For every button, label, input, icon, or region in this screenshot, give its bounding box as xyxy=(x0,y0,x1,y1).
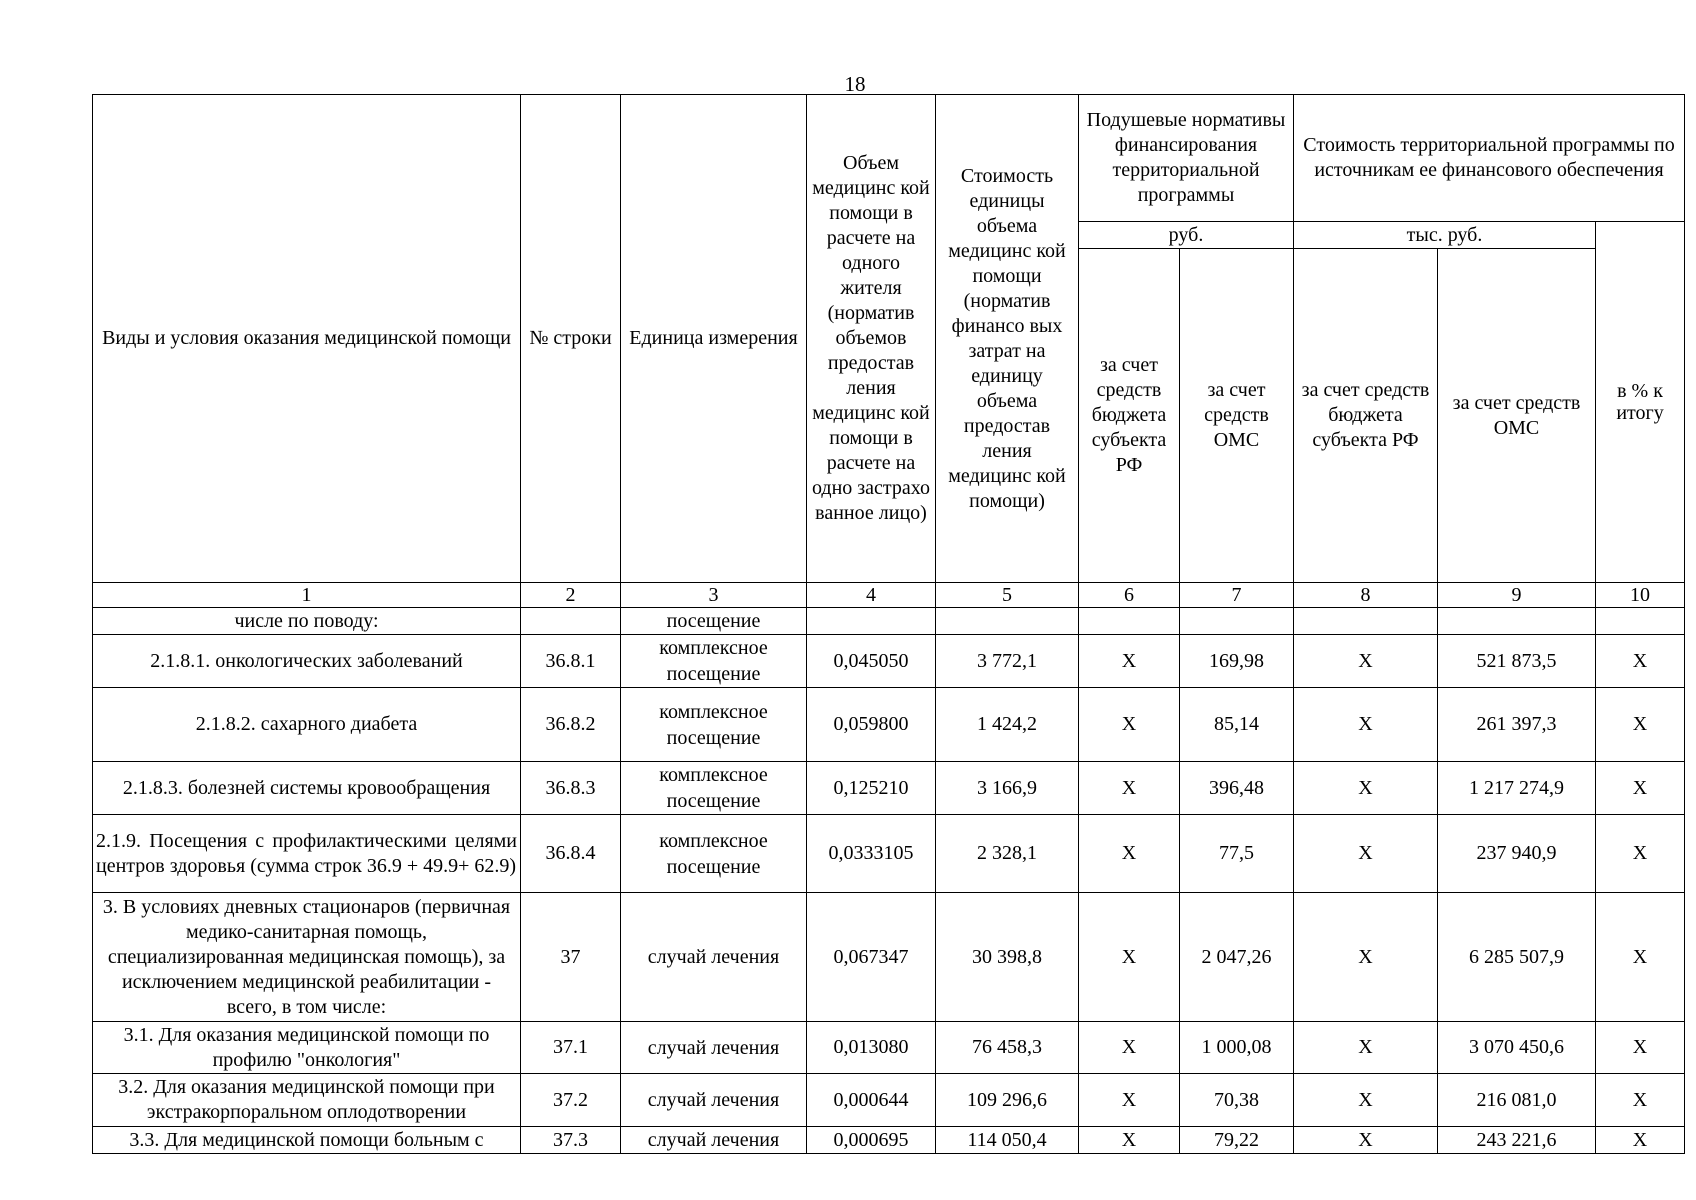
table-row xyxy=(93,893,1685,1022)
header-unit-rub: руб. xyxy=(1079,222,1294,249)
row-line-number: 36.8.4 xyxy=(521,815,621,893)
header-unit-thousand-rub: тыс. руб. xyxy=(1294,222,1596,249)
row-line-number xyxy=(521,608,621,635)
row-unit: комплексное посещение xyxy=(621,688,807,762)
column-numbers-row xyxy=(93,583,1685,608)
row-oms-total: 1 217 274,9 xyxy=(1438,762,1596,815)
row-budget-norm: X xyxy=(1079,1127,1180,1154)
row-budget-total: X xyxy=(1294,1074,1438,1127)
row-percent: X xyxy=(1596,815,1685,893)
row-line-number: 36.8.3 xyxy=(521,762,621,815)
row-percent: X xyxy=(1596,762,1685,815)
table-row xyxy=(93,1022,1685,1074)
table-row xyxy=(93,1127,1685,1154)
column-number: 10 xyxy=(1596,583,1685,608)
row-budget-total: X xyxy=(1294,815,1438,893)
table-row xyxy=(93,762,1685,815)
row-cost: 3 166,9 xyxy=(936,762,1079,815)
row-volume: 0,125210 xyxy=(807,762,936,815)
row-percent: X xyxy=(1596,635,1685,688)
row-percent: X xyxy=(1596,688,1685,762)
row-volume: 0,000695 xyxy=(807,1127,936,1154)
row-name: 3. В условиях дневных стационаров (первичная медико-санитарная помощь, специализированная медицинская помощь), за исключением медицинской реабилитации - всего, в том числе: xyxy=(93,893,521,1022)
row-budget-norm: X xyxy=(1079,762,1180,815)
header-percent-of-total: в % к итогу xyxy=(1596,222,1685,583)
row-line-number: 36.8.1 xyxy=(521,635,621,688)
row-budget-norm: X xyxy=(1079,815,1180,893)
row-oms-total: 216 081,0 xyxy=(1438,1074,1596,1127)
row-oms-total: 521 873,5 xyxy=(1438,635,1596,688)
row-name: 2.1.9. Посещения с профилактическими целями центров здоровья (сумма строк 36.9 + 49.9+ 62.9) xyxy=(93,815,521,893)
row-budget-total: X xyxy=(1294,893,1438,1022)
row-oms-total: 3 070 450,6 xyxy=(1438,1022,1596,1074)
row-line-number: 37.1 xyxy=(521,1022,621,1074)
row-line-number: 37.3 xyxy=(521,1127,621,1154)
row-oms-norm: 79,22 xyxy=(1180,1127,1294,1154)
row-percent: X xyxy=(1596,1074,1685,1127)
row-oms-norm: 396,48 xyxy=(1180,762,1294,815)
row-oms-norm: 169,98 xyxy=(1180,635,1294,688)
row-unit: случай лечения xyxy=(621,1074,807,1127)
column-number: 3 xyxy=(621,583,807,608)
row-budget-norm: X xyxy=(1079,635,1180,688)
row-oms-norm xyxy=(1180,608,1294,635)
row-name: 3.2. Для оказания медицинской помощи при экстракорпоральном оплодотворении xyxy=(93,1074,521,1127)
row-budget-norm: X xyxy=(1079,1022,1180,1074)
column-number: 6 xyxy=(1079,583,1180,608)
row-oms-norm: 1 000,08 xyxy=(1180,1022,1294,1074)
column-number: 4 xyxy=(807,583,936,608)
header-line-number: № строки xyxy=(521,95,621,583)
row-budget-total: X xyxy=(1294,1022,1438,1074)
row-percent: X xyxy=(1596,1127,1685,1154)
row-cost: 76 458,3 xyxy=(936,1022,1079,1074)
column-number: 5 xyxy=(936,583,1079,608)
row-unit: комплексное посещение xyxy=(621,815,807,893)
row-percent: X xyxy=(1596,1022,1685,1074)
row-volume: 0,000644 xyxy=(807,1074,936,1127)
row-cost: 30 398,8 xyxy=(936,893,1079,1022)
row-percent: X xyxy=(1596,893,1685,1022)
header-budget-cost: за счет средств бюджета субъекта РФ xyxy=(1294,249,1438,583)
row-volume: 0,059800 xyxy=(807,688,936,762)
table-row xyxy=(93,815,1685,893)
row-budget-total xyxy=(1294,608,1438,635)
column-number: 9 xyxy=(1438,583,1596,608)
header-services-and-conditions: Виды и условия оказания медицинской помощи xyxy=(93,95,521,583)
table-row xyxy=(93,1074,1685,1127)
row-budget-total: X xyxy=(1294,635,1438,688)
row-budget-norm: X xyxy=(1079,1074,1180,1127)
header-program-cost: Стоимость территориальной программы по источникам ее финансового обеспечения xyxy=(1294,95,1685,222)
table-row xyxy=(93,608,1685,635)
header-volume-per-capita: Объем медицинс кой помощи в расчете на одного жителя (норматив объемов предостав ления медицинс кой помощи в расчете на одно застрахо ванное лицо) xyxy=(807,95,936,583)
column-number: 7 xyxy=(1180,583,1294,608)
row-oms-norm: 2 047,26 xyxy=(1180,893,1294,1022)
row-volume: 0,0333105 xyxy=(807,815,936,893)
row-oms-norm: 85,14 xyxy=(1180,688,1294,762)
header-per-capita-standards: Подушевые нормативы финансирования территориальной программы xyxy=(1079,95,1294,222)
row-name: числе по поводу: xyxy=(93,608,521,635)
row-line-number: 36.8.2 xyxy=(521,688,621,762)
row-cost xyxy=(936,608,1079,635)
table-row xyxy=(93,688,1685,762)
row-budget-total: X xyxy=(1294,1127,1438,1154)
row-unit: случай лечения xyxy=(621,1022,807,1074)
row-name: 3.3. Для медицинской помощи больным с xyxy=(93,1127,521,1154)
row-unit: случай лечения xyxy=(621,1127,807,1154)
row-cost: 109 296,6 xyxy=(936,1074,1079,1127)
header-oms-per-capita: за счет средств ОМС xyxy=(1180,249,1294,583)
row-cost: 114 050,4 xyxy=(936,1127,1079,1154)
row-budget-norm xyxy=(1079,608,1180,635)
table-row xyxy=(93,635,1685,688)
row-name: 2.1.8.3. болезней системы кровообращения xyxy=(93,762,521,815)
header-unit-cost: Стоимость единицы объема медицинс кой помощи (норматив финансо вых затрат на единицу объема предостав ления медицинс кой помощи) xyxy=(936,95,1079,583)
row-oms-norm: 70,38 xyxy=(1180,1074,1294,1127)
row-volume: 0,013080 xyxy=(807,1022,936,1074)
column-number: 1 xyxy=(93,583,521,608)
row-oms-total: 6 285 507,9 xyxy=(1438,893,1596,1022)
row-cost: 1 424,2 xyxy=(936,688,1079,762)
row-percent xyxy=(1596,608,1685,635)
row-oms-total xyxy=(1438,608,1596,635)
row-name: 2.1.8.1. онкологических заболеваний xyxy=(93,635,521,688)
header-oms-cost: за счет средств ОМС xyxy=(1438,249,1596,583)
row-line-number: 37.2 xyxy=(521,1074,621,1127)
row-oms-total: 261 397,3 xyxy=(1438,688,1596,762)
row-name: 3.1. Для оказания медицинской помощи по профилю "онкология" xyxy=(93,1022,521,1074)
row-budget-norm: X xyxy=(1079,893,1180,1022)
row-oms-total: 237 940,9 xyxy=(1438,815,1596,893)
header-row xyxy=(93,95,1685,222)
row-line-number: 37 xyxy=(521,893,621,1022)
row-budget-norm: X xyxy=(1079,688,1180,762)
row-unit: посещение xyxy=(621,608,807,635)
header-unit: Единица измерения xyxy=(621,95,807,583)
row-budget-total: X xyxy=(1294,762,1438,815)
row-budget-total: X xyxy=(1294,688,1438,762)
row-name: 2.1.8.2. сахарного диабета xyxy=(93,688,521,762)
page-number: 18 xyxy=(844,72,866,96)
header-budget-per-capita: за счет средств бюджета субъекта РФ xyxy=(1079,249,1180,583)
row-volume xyxy=(807,608,936,635)
financing-table xyxy=(92,94,1685,1154)
column-number: 2 xyxy=(521,583,621,608)
row-unit: случай лечения xyxy=(621,893,807,1022)
column-number: 8 xyxy=(1294,583,1438,608)
row-oms-norm: 77,5 xyxy=(1180,815,1294,893)
row-volume: 0,067347 xyxy=(807,893,936,1022)
row-unit: комплексное посещение xyxy=(621,762,807,815)
row-cost: 2 328,1 xyxy=(936,815,1079,893)
row-unit: комплексное посещение xyxy=(621,635,807,688)
row-volume: 0,045050 xyxy=(807,635,936,688)
row-oms-total: 243 221,6 xyxy=(1438,1127,1596,1154)
row-cost: 3 772,1 xyxy=(936,635,1079,688)
